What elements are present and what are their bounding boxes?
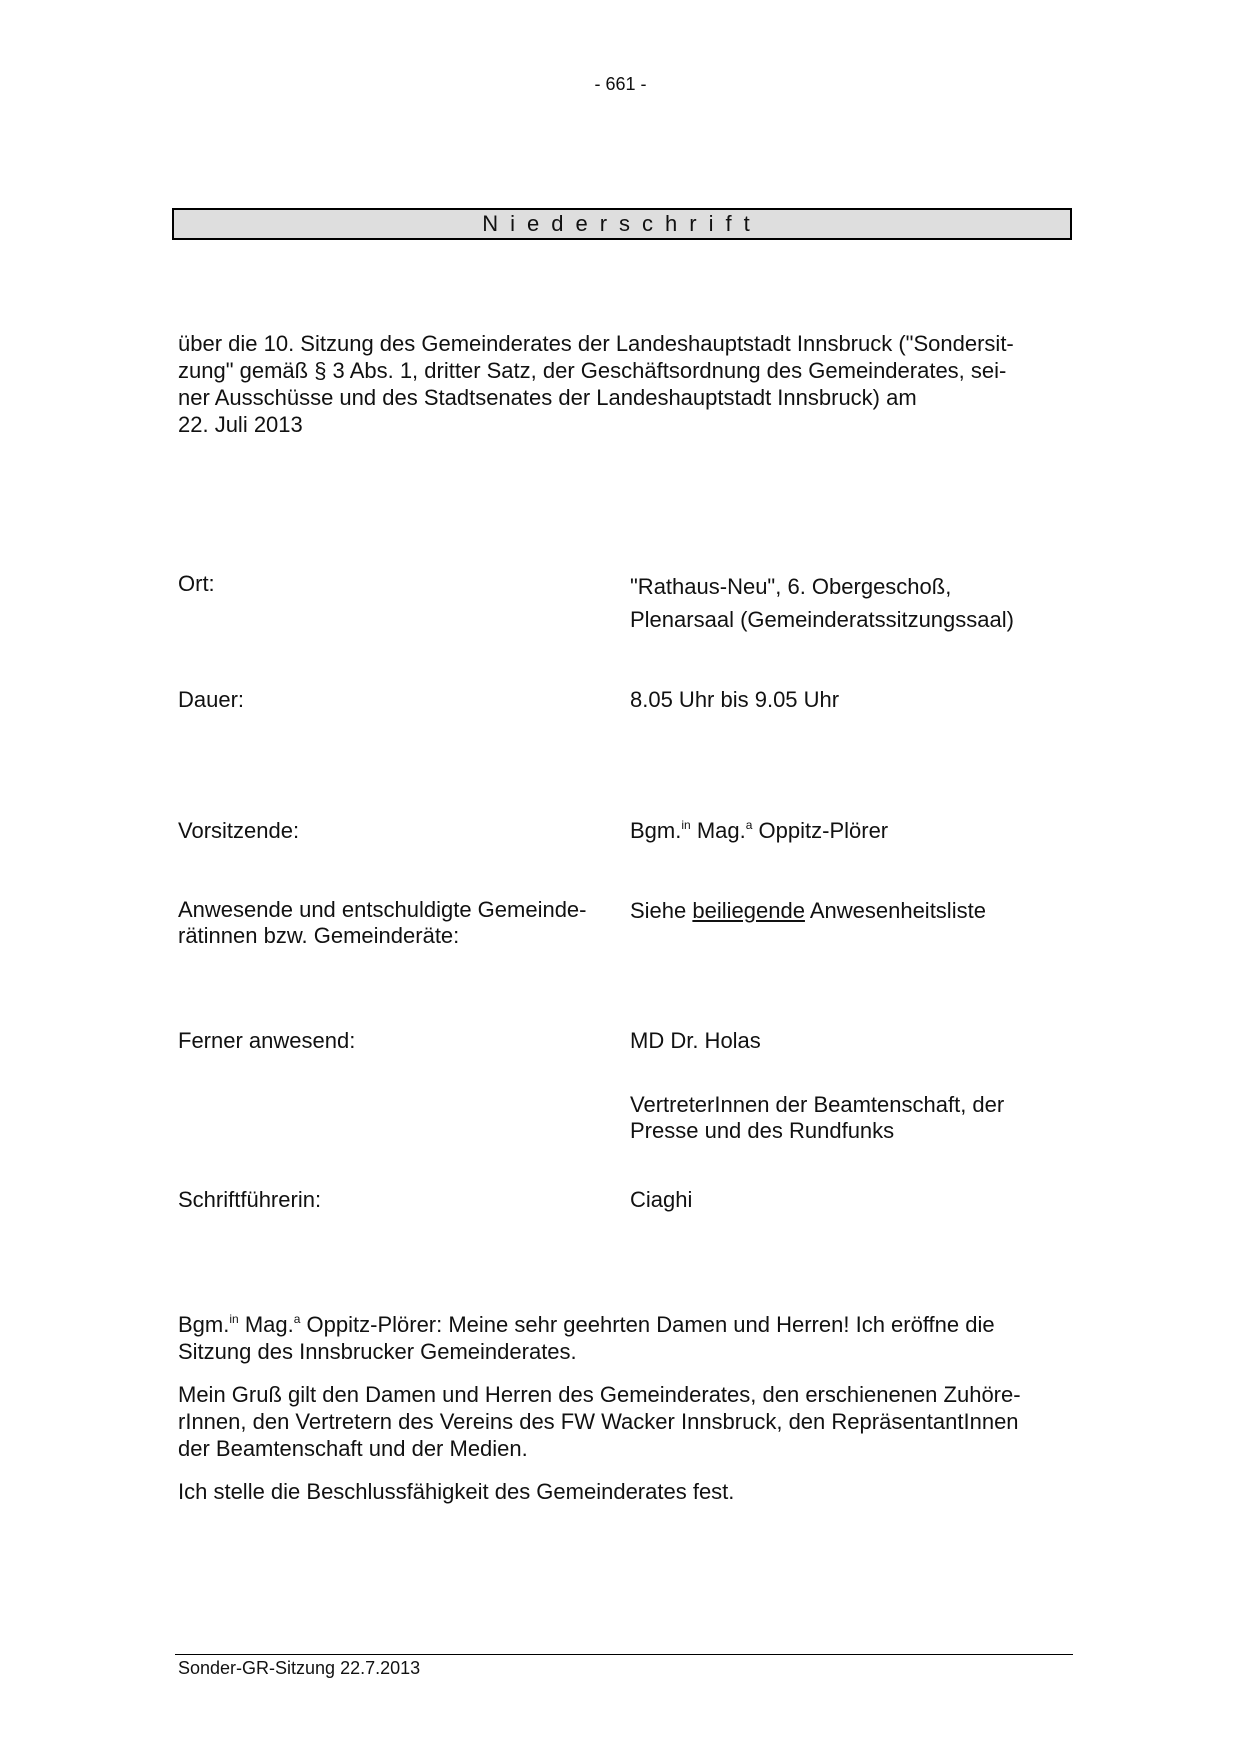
vorsitzende-label: Vorsitzende:: [178, 818, 300, 843]
page-number: - 661 -: [594, 74, 647, 94]
title-mag: Mag.: [690, 818, 746, 843]
schriftfuehrerin-label: Schriftführerin:: [178, 1187, 322, 1212]
speaker-mag-sup: a: [293, 1312, 301, 1326]
intro-line: ner Ausschüsse und des Stadtsenates der Landeshauptstadt Innsbruck) am: [178, 385, 917, 410]
dauer-value: 8.05 Uhr bis 9.05 Uhr: [630, 687, 840, 712]
speaker-bgm-sup: in: [229, 1312, 239, 1326]
ort-value-line: "Rathaus-Neu", 6. Obergeschoß,: [630, 574, 952, 599]
ort-value-line: Plenarsaal (Gemeinderatssitzungssaal): [630, 607, 1014, 632]
title-bgm: Bgm.: [630, 818, 682, 843]
speech-line: [178, 1311, 1068, 1338]
speech-line: Ich stelle die Beschlussfähigkeit des Gemeinderates fest.: [178, 1479, 735, 1504]
anwesende-value-pre: Siehe: [630, 898, 693, 923]
speech-line: Mein Gruß gilt den Damen und Herren des Gemeinderates, den erschienenen Zuhöre-: [178, 1382, 1021, 1407]
speech-paragraph-1: [178, 1311, 1068, 1365]
anwesende-value: [630, 897, 986, 924]
footer-divider: [175, 1654, 1073, 1655]
dauer-label: Dauer:: [178, 687, 245, 712]
speech-line: Sitzung des Innsbrucker Gemeinderates.: [178, 1339, 577, 1364]
ferner-value-2-line: Presse und des Rundfunks: [630, 1118, 895, 1143]
ferner-value-1: MD Dr. Holas: [630, 1028, 761, 1053]
document-title: Niederschrift: [172, 208, 1072, 240]
anwesende-value-post: Anwesenheitsliste: [804, 898, 986, 923]
speech-paragraph-3: [178, 1478, 1068, 1505]
title-mag-sup: a: [745, 818, 753, 832]
intro-line: über die 10. Sitzung des Gemeinderates der Landeshauptstadt Innsbruck ("Sondersit-: [178, 331, 1014, 356]
anwesende-label-line: rätinnen bzw. Gemeinderäte:: [178, 923, 460, 948]
schriftfuehrerin-value: Ciaghi: [630, 1187, 693, 1212]
vorsitzende-value: [630, 817, 888, 844]
ferner-value-2-line: VertreterInnen der Beamtenschaft, der: [630, 1092, 1005, 1117]
intro-line: zung" gemäß § 3 Abs. 1, dritter Satz, der Geschäftsordnung des Gemeinderates, sei-: [178, 358, 1007, 383]
title-bgm-sup: in: [681, 818, 691, 832]
speech-paragraph-2: [178, 1381, 1068, 1462]
ort-label: Ort:: [178, 571, 215, 596]
ferner-value-2: [630, 1092, 1004, 1144]
ort-value: [630, 570, 1014, 636]
intro-line: 22. Juli 2013: [178, 412, 303, 437]
ferner-label: Ferner anwesend:: [178, 1028, 356, 1053]
footer-text: Sonder-GR-Sitzung 22.7.2013: [178, 1658, 421, 1678]
anwesende-label-line: Anwesende und entschuldigte Gemeinde-: [178, 897, 587, 922]
speaker-bgm: Bgm.: [178, 1312, 230, 1337]
speaker-mag: Mag.: [238, 1312, 294, 1337]
chair-name: Oppitz-Plörer: [752, 818, 889, 843]
intro-paragraph: [178, 330, 1068, 438]
speech-line: der Beamtenschaft und der Medien.: [178, 1436, 528, 1461]
anwesende-value-underlined: beiliegende: [692, 898, 805, 923]
anwesende-label: [178, 897, 587, 949]
speech-line: rInnen, den Vertretern des Vereins des FW Wacker Innsbruck, den RepräsentantInnen: [178, 1409, 1019, 1434]
speech-line1-rest: Oppitz-Plörer: Meine sehr geehrten Damen und Herren! Ich eröffne die: [300, 1312, 995, 1337]
